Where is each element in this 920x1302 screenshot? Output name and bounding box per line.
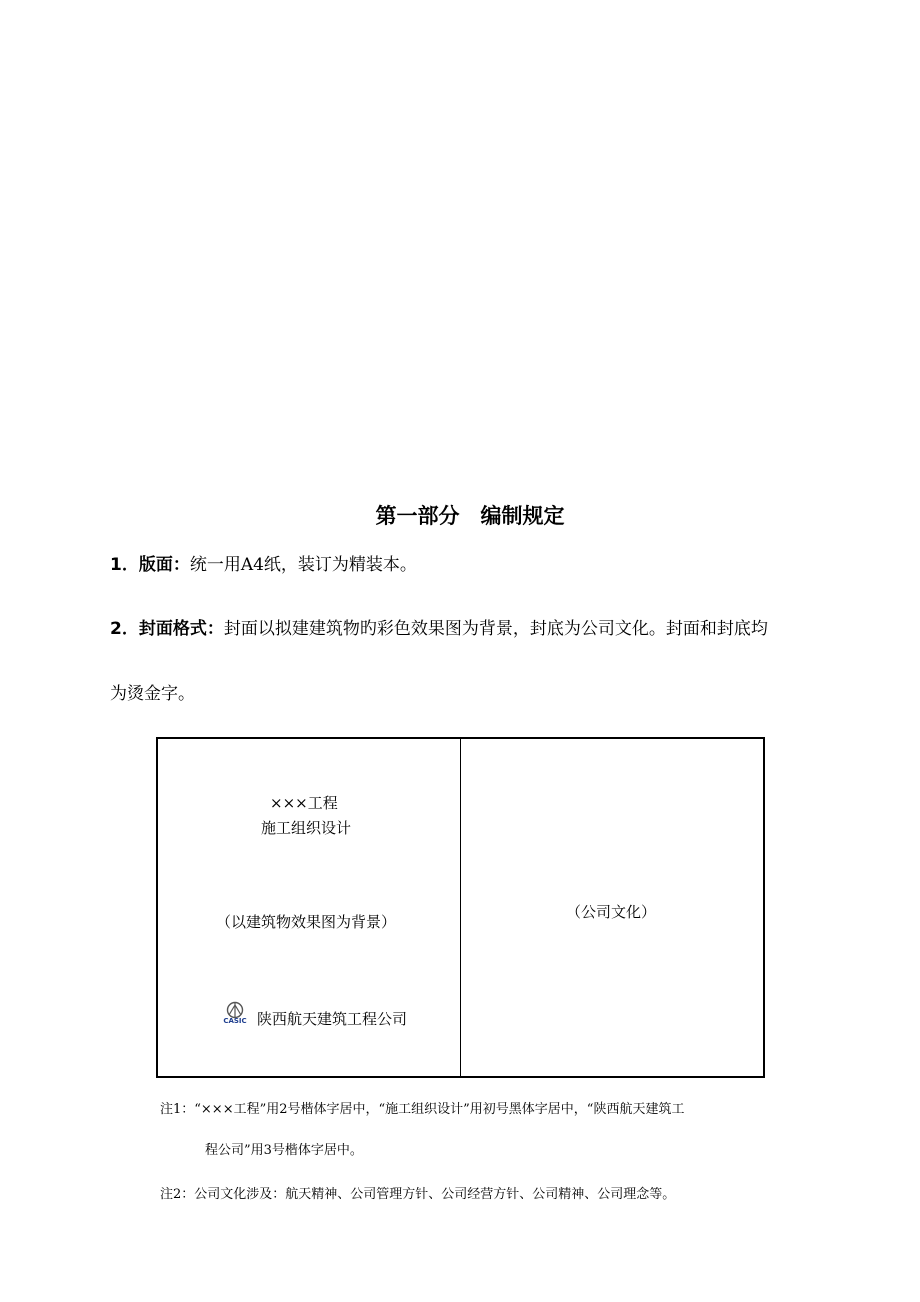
item-layout-text: 统一用A4纸，装订为精装本。 bbox=[189, 555, 417, 575]
item-cover-format-text: 封面以拟建建筑物旳彩色效果图为背景，封底为公司文化。封面和封底均 bbox=[223, 619, 768, 639]
cover-divider bbox=[460, 739, 461, 1076]
note-1-line-2: 程公司”用3号楷体字居中。 bbox=[205, 1143, 363, 1158]
note-2: 注2：公司文化涉及：航天精神、公司管理方针、公司经营方针、公司精神、公司理念等。 bbox=[160, 1187, 676, 1202]
cover-layout-diagram bbox=[156, 737, 765, 1078]
cover-doc-title: 施工组织设计 bbox=[261, 819, 352, 837]
cover-company-culture: （公司文化） bbox=[566, 903, 657, 921]
casic-logo-icon bbox=[216, 1001, 254, 1025]
item-cover-format-label: 2．封面格式： bbox=[110, 619, 224, 639]
cover-company-name: 陕西航天建筑工程公司 bbox=[257, 1010, 408, 1028]
cover-background-note: （以建筑物效果图为背景） bbox=[216, 913, 397, 931]
item-cover-format bbox=[110, 614, 768, 639]
note-1-line-1: 注1：“×××工程”用2号楷体字居中，“施工组织设计”用初号黑体字居中，“陕西航天建筑工 bbox=[160, 1102, 685, 1117]
item-layout-label: 1．版面： bbox=[110, 555, 190, 575]
cover-project-name: ×××工程 bbox=[270, 794, 338, 812]
casic-logo-text: CASIC bbox=[223, 1017, 247, 1025]
item-cover-format-continuation: 为烫金字。 bbox=[110, 684, 195, 704]
section-title: 第一部分 编制规定 bbox=[375, 504, 565, 528]
item-layout bbox=[110, 550, 417, 575]
